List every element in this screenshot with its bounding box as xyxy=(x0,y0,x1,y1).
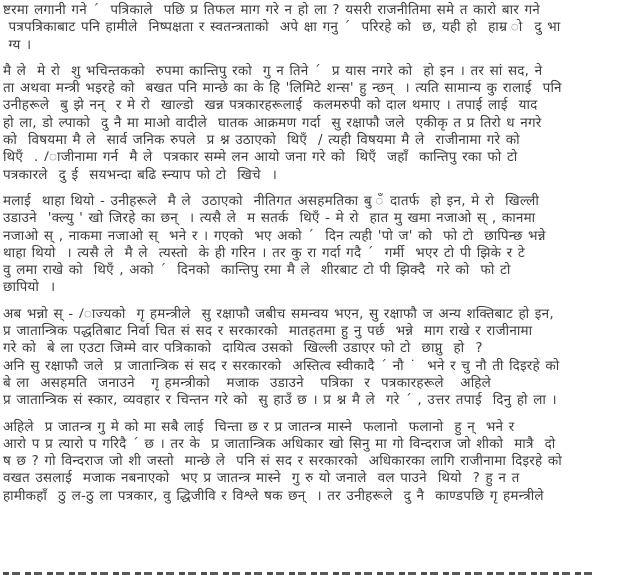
text-line: वखत उसलाई मजाक नबनाएको भए प्र जातन्त्र मास्ने गु रु यो जनाले वल पाउने थियो ? हु न त xyxy=(3,470,520,487)
text-line: पत्रपत्रिकाबाट पनि हामीले निष्पक्षता र स्वतन्त्रताको अपे क्षा गनु ˊ परिरहे को छ, यही हो हाम्र ो दु भा xyxy=(3,19,561,36)
paragraph xyxy=(3,419,613,505)
text-line: थिएँ . /ाजीनामा गर्न मै ले पत्रकार सम्मे लन आयो जना गरे को थिएँ जहाँ कान्तिपु रका फो टो xyxy=(3,149,518,166)
paragraph xyxy=(3,2,613,54)
text-line: गरे को बे ला एउटा जिम्मे वार पत्रिकाको दायित्व उसको खिल्ली उडाएर फो टो छाप्नु हो ? xyxy=(3,340,483,357)
text-line: प्र जातान्त्रिक पद्धतिबाट निर्वा चित सं सद र सरकारको मातहतमा हु नु पर्छ भन्ने माग राखे र राजीनामा xyxy=(3,323,533,340)
text-line: छापियो । xyxy=(3,279,56,296)
text-line: आरो प प्र त्यारो प गरिदै ˊ छ । तर के प्र जातान्त्रिक अधिकार खो सिनु मा गो विन्दराज जो शीको मात्रै दो xyxy=(3,435,556,452)
text-line: हामीकहाँ ठु ल-ठु ला पत्रकार, वु द्धिजीवि र विश्ले षक छन् । तर उनीहरूले दु नै काण्डपछि गृ हमन्त्रीले xyxy=(3,487,544,504)
text-line: अनि सु रक्षाफौ जले प्र जातान्त्रिक सं सद र सरकारको अस्तित्व स्वीकादै ˊ नौ ˙ भने र चु नौ ती दिइरहे को xyxy=(3,357,560,374)
text-line: अहिले प्र जातन्त्र गु मे को मा सबै लाई चिन्ता छ र प्र जातन्त्र मास्ने फलानो फलानो हु न् भने र xyxy=(3,418,515,435)
paragraph xyxy=(3,193,613,297)
document-body xyxy=(3,2,613,505)
text-line: ष्टरमा लगानी गने ˊ पत्रिकाले पछि प्र तिफल माग गरे न हो ला ? यसरी राजनीतिमा समे त कारो बार गने xyxy=(3,2,540,18)
text-line: मै ले मे रो शु भचिन्तकको रुपमा कान्तिपु रको गु न तिने ˊ प्र यास नगरे को हो इन । तर सां सद, ने xyxy=(3,62,543,79)
text-line: मलाई थाहा थियो - उनीहरूले मै ले उठाएको नीतिगत असहमतिका बु ँ दातर्फ हो इन, मे रो खिल्ली xyxy=(3,192,540,209)
text-line: नजाओ स् , नाकमा नजाओ स् भने र । गएको भए अको ˊ दिन त्यही 'पो ज' को फो टो छापिन्छ भन्ने xyxy=(3,227,546,244)
text-line: उनीहरूले बु झे नन् र मे रो खाल्डो खन्न पत्रकारहरूलाई कलमरुपी को दाल थमाए । तपाई लाई याद xyxy=(3,97,538,114)
text-line: अब भन्नो स् - /ाज्यको गृ हमन्त्रीले सु रक्षाफौ जबीच समन्वय भएन, सु रक्षाफौ ज अन्य शक्तिबाट हो इन, xyxy=(3,305,554,322)
text-line: पत्रकारले दु ई सयभन्दा बढि स्न्याप फो टो खिचे । xyxy=(3,166,278,183)
text-line: ग्य । xyxy=(3,36,32,53)
text-line: उडाउने 'क्ल्यु ' खो जिरहे का छन् । त्यसै ले म सतर्क थिएँ - मे रो हात मु खमा नजाओ स् , कानमा xyxy=(3,210,536,227)
paragraph xyxy=(3,306,613,410)
text-line: थाहा थियो । त्यसै ले मै ले त्यस्तो के ही गरिन । तर कु रा गर्दा गदै ˊ गर्मी भएर टो पी झिके र टे xyxy=(3,244,525,261)
text-line: हो ला, डो ल्पाको दु नै मा माओ वादीले घातक आक्रमण गर्दा सु रक्षाफौ जले एकीकृ त प्र तिरो ध नगरे xyxy=(3,114,542,131)
text-line: बे ला असहमति जनाउने गृ हमन्त्रीको मजाक उडाउने पत्रिका र पत्रकारहरूले अहिले xyxy=(3,374,491,391)
text-line: प्र जातान्त्रिक सं स्कार, व्यवहार र चिन्तन गरे को सु हाउँ छ । प्र श्न मै ले गरे ˊ , उत्तर तपाई दिनु हो ला । xyxy=(3,392,557,409)
text-line: को विषयमा मै ले सार्व जनिक रुपले प्र श्न उठाएको थिएँ / त्यही विषयमा मै ले राजीनामा गरे को xyxy=(3,132,520,149)
text-line: ष छ ? गो विन्दराज जो शी जस्तो मान्छे ले पनि सं सद र सरकारको अधिकारका लागि राजीनामा दिइरहे को xyxy=(3,453,562,470)
paragraph xyxy=(3,63,613,184)
text-line: ता अथवा मन्त्री भइरहे को बखत पनि मान्छे का के हि 'लिमिटे शन्स' हु न्छन् । त्यति सामान्य कु रालाई पनि xyxy=(3,80,562,97)
text-line: वु लमा राखे को थिएँ , अको ˊ दिनको कान्तिपु रमा मै ले शीरबाट टो पी झिक्दै गरे को फो टो xyxy=(3,262,511,279)
